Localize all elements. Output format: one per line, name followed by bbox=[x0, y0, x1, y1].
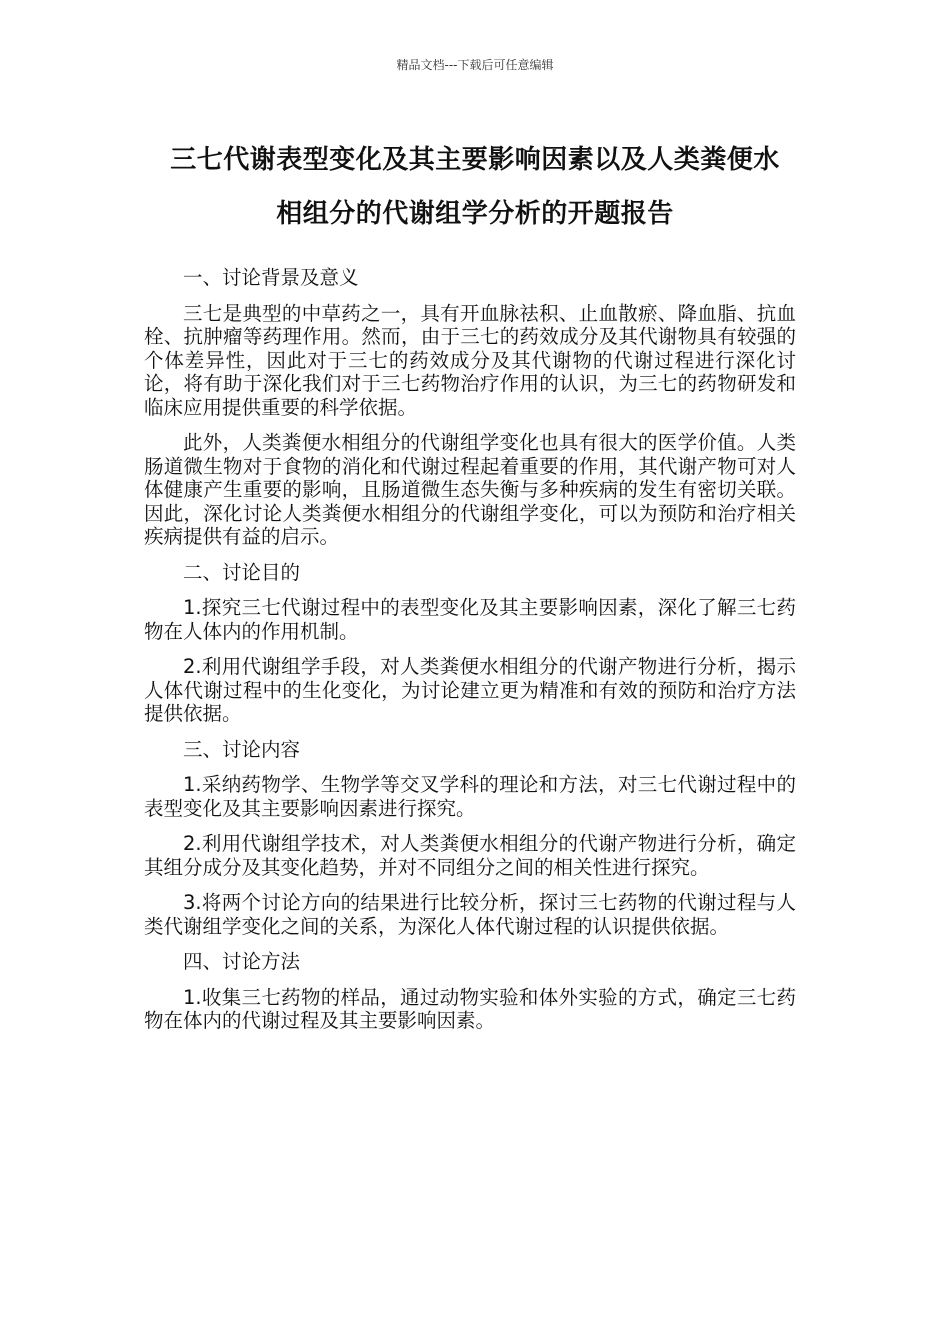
document-title bbox=[120, 133, 830, 241]
paragraph: 1.探究三七代谢过程中的表型变化及其主要影响因素，深化了解三七药物在人体内的作用机制。 bbox=[144, 596, 796, 643]
paragraph: 1.采纳药物学、生物学等交叉学科的理论和方法，对三七代谢过程中的表型变化及其主要影响因素进行探究。 bbox=[144, 773, 796, 820]
paragraph: 1.收集三七药物的样品，通过动物实验和体外实验的方式，确定三七药物在体内的代谢过程及其主要影响因素。 bbox=[144, 985, 796, 1032]
paragraph: 2.利用代谢组学手段，对人类粪便水相组分的代谢产物进行分析，揭示人体代谢过程中的生化变化，为讨论建立更为精准和有效的预防和治疗方法提供依据。 bbox=[144, 655, 796, 725]
title-line-2: 相组分的代谢组学分析的开题报告 bbox=[276, 199, 674, 229]
paragraph: 此外，人类粪便水相组分的代谢组学变化也具有很大的医学价值。人类肠道微生物对于食物的消化和代谢过程起着重要的作用，其代谢产物可对人体健康产生重要的影响，且肠道微生态失衡与多种疾病的发生有密切关联。因此，深化讨论人类粪便水相组分的代谢组学变化，可以为预防和治疗相关疾病提供有益的启示。 bbox=[144, 431, 796, 548]
document-body bbox=[144, 266, 796, 1045]
section-heading: 二、讨论目的 bbox=[183, 560, 301, 584]
section-background bbox=[144, 266, 796, 549]
section-heading: 四、讨论方法 bbox=[183, 950, 301, 973]
title-line-1: 三七代谢表型变化及其主要影响因素以及人类粪便水 bbox=[170, 145, 780, 175]
section-purpose bbox=[144, 561, 796, 726]
section-heading: 三、讨论内容 bbox=[183, 737, 301, 761]
section-methods bbox=[144, 950, 796, 1033]
section-content bbox=[144, 738, 796, 939]
paragraph: 三七是典型的中草药之一，具有开血脉祛积、止血散瘀、降血脂、抗血栓、抗肿瘤等药理作用。然而，由于三七的药效成分及其代谢物具有较强的个体差异性，因此对于三七的药效成分及其代谢物的代谢过程进行深化讨论，将有助于深化我们对于三七药物治疗作用的认识，为三七的药物研发和临床应用提供重要的科学依据。 bbox=[144, 301, 796, 419]
paragraph: 2.利用代谢组学技术，对人类粪便水相组分的代谢产物进行分析，确定其组分成分及其变化趋势，并对不同组分之间的相关性进行探究。 bbox=[144, 832, 796, 879]
section-heading: 一、讨论背景及意义 bbox=[183, 266, 359, 289]
page-header-note: 精品文档---下载后可任意编辑 bbox=[396, 58, 554, 72]
paragraph: 3.将两个讨论方向的结果进行比较分析，探讨三七药物的代谢过程与人类代谢组学变化之间的关系，为深化人体代谢过程的认识提供依据。 bbox=[144, 891, 796, 938]
